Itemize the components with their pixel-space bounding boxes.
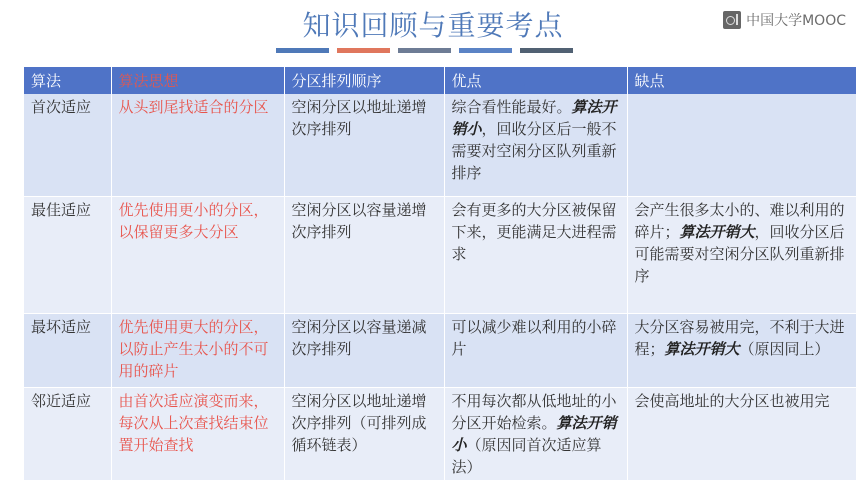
color-segment-1 (276, 48, 329, 53)
advantage-text-part: 可以减少难以利用的小碎片 (451, 317, 617, 358)
advantage-text-part: ，回收分区后一般不需要对空闲分区队列重新排序 (451, 120, 617, 182)
disadvantages-cell (627, 313, 856, 387)
color-segment-5 (520, 48, 573, 53)
table-row-first-fit (24, 94, 856, 196)
disadvantages-cell (627, 387, 856, 480)
algorithm-name: 首次适应 (24, 94, 111, 196)
decorative-color-bar (276, 48, 573, 53)
advantage-text-part: 综合看性能最好。 (451, 98, 572, 116)
algorithm-idea: 从头到尾找适合的分区 (111, 94, 284, 196)
disadvantage-text-part: ，回收分区后可能需要对空闲分区队列重新排序 (634, 222, 845, 285)
header-advantage: 优点 (444, 67, 627, 94)
advantage-text-part: 不用每次都从低地址的小分区开始检索。 (451, 391, 617, 432)
logo-text: 中国大学MOOC (746, 13, 846, 29)
disadvantage-text-part: 大分区容易被用完，不利于大进程； (634, 317, 845, 358)
emphasized-text: 算法开销小 (451, 98, 617, 138)
disadvantages-cell (627, 196, 856, 313)
algorithm-name: 最坏适应 (24, 313, 111, 387)
algorithm-idea: 由首次适应演变而来，每次从上次查找结束位置开始查找 (111, 387, 284, 480)
emphasized-text: 算法开销大 (664, 339, 740, 358)
table-row-worst-fit (24, 313, 856, 387)
color-segment-3 (398, 48, 451, 53)
header-algorithm: 算法 (24, 67, 111, 94)
emphasized-text: 算法开销小 (451, 413, 617, 454)
advantages-cell (444, 196, 627, 313)
header-disadvantage: 缺点 (627, 67, 856, 94)
partition-order: 空闲分区以地址递增次序排列（可排列成循环链表） (284, 387, 444, 480)
header-order: 分区排列顺序 (284, 67, 444, 94)
advantages-cell (444, 94, 627, 196)
algorithm-name: 邻近适应 (24, 387, 111, 480)
advantage-text-part: 会有更多的大分区被保留下来，更能满足大进程需求 (451, 200, 617, 263)
page-title: 知识回顾与重要考点 (302, 9, 564, 42)
partition-order: 空闲分区以容量递减次序排列 (284, 313, 444, 387)
table-row-best-fit (24, 196, 856, 313)
table-header-row (24, 67, 856, 94)
disadvantage-text-part: 会使高地址的大分区也被用完 (634, 391, 830, 410)
algorithm-idea: 优先使用更大的分区，以防止产生太小的不可用的碎片 (111, 313, 284, 387)
disadvantage-text-part: （原因同上） (739, 339, 830, 358)
algorithm-name: 最佳适应 (24, 196, 111, 313)
algorithm-idea: 优先使用更小的分区，以保留更多大分区 (111, 196, 284, 313)
mooc-logo-icon (723, 11, 741, 29)
memory-allocation-algorithm-table (24, 67, 857, 481)
partition-order: 空闲分区以地址递增次序排列 (284, 94, 444, 196)
advantages-cell (444, 387, 627, 480)
table-row-next-fit (24, 387, 856, 480)
disadvantage-text-part: 会产生很多太小的、难以利用的碎片； (634, 200, 845, 241)
color-segment-4 (459, 48, 512, 53)
advantage-text-part: （原因同首次适应算法） (451, 435, 602, 476)
emphasized-text: 算法开销大 (679, 222, 755, 241)
course-logo (723, 10, 846, 30)
advantages-cell (444, 313, 627, 387)
disadvantages-cell (627, 94, 856, 196)
header-idea: 算法思想 (111, 67, 284, 94)
color-segment-2 (337, 48, 390, 53)
partition-order: 空闲分区以容量递增次序排列 (284, 196, 444, 313)
